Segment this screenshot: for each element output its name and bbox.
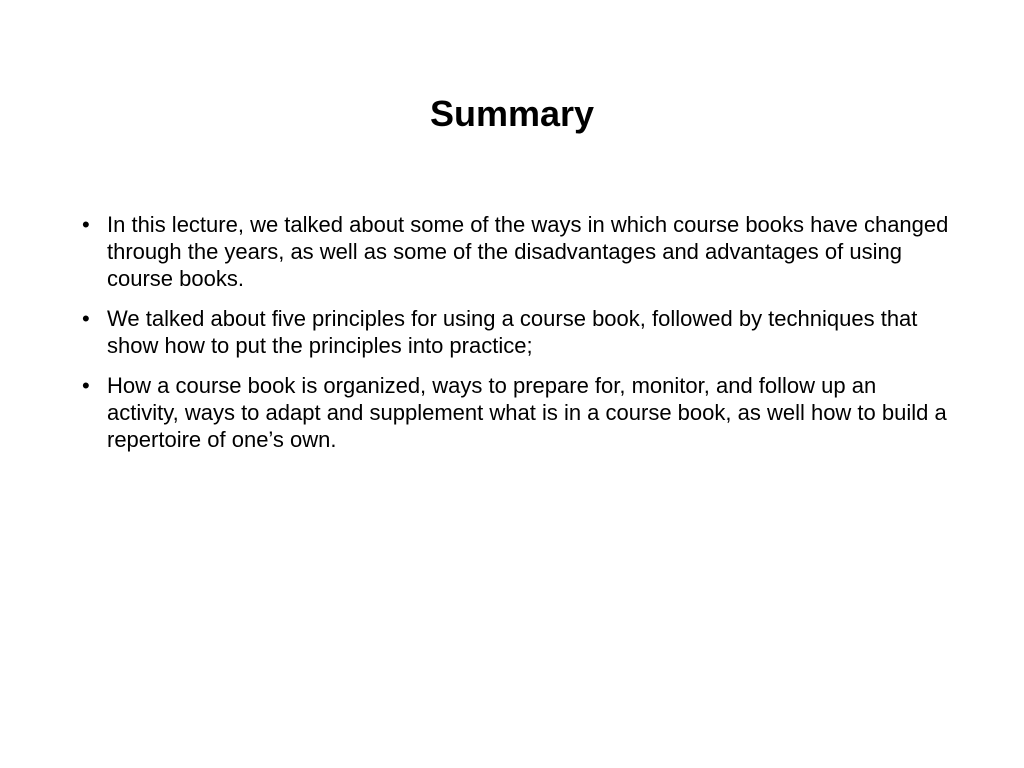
- bullet-text: In this lecture, we talked about some of the ways in which course books have changed through the years, as well as some of the disadvantages and advantages of using course books.: [107, 212, 949, 291]
- bullet-item: [82, 372, 952, 453]
- bullet-icon: •: [82, 306, 90, 331]
- bullet-item: [82, 211, 952, 292]
- slide-title: Summary: [429, 93, 595, 134]
- bullet-list: [82, 211, 952, 466]
- bullet-item: [82, 305, 952, 359]
- bullet-icon: •: [82, 212, 90, 237]
- bullet-text: How a course book is organized, ways to prepare for, monitor, and follow up an activity, ways to adapt and supplement what is in a course book, as well how to build a repertoire of one’s own.: [107, 373, 947, 452]
- bullet-text: We talked about five principles for using a course book, followed by techniques that show how to put the principles into practice;: [107, 306, 918, 358]
- bullet-icon: •: [82, 373, 90, 398]
